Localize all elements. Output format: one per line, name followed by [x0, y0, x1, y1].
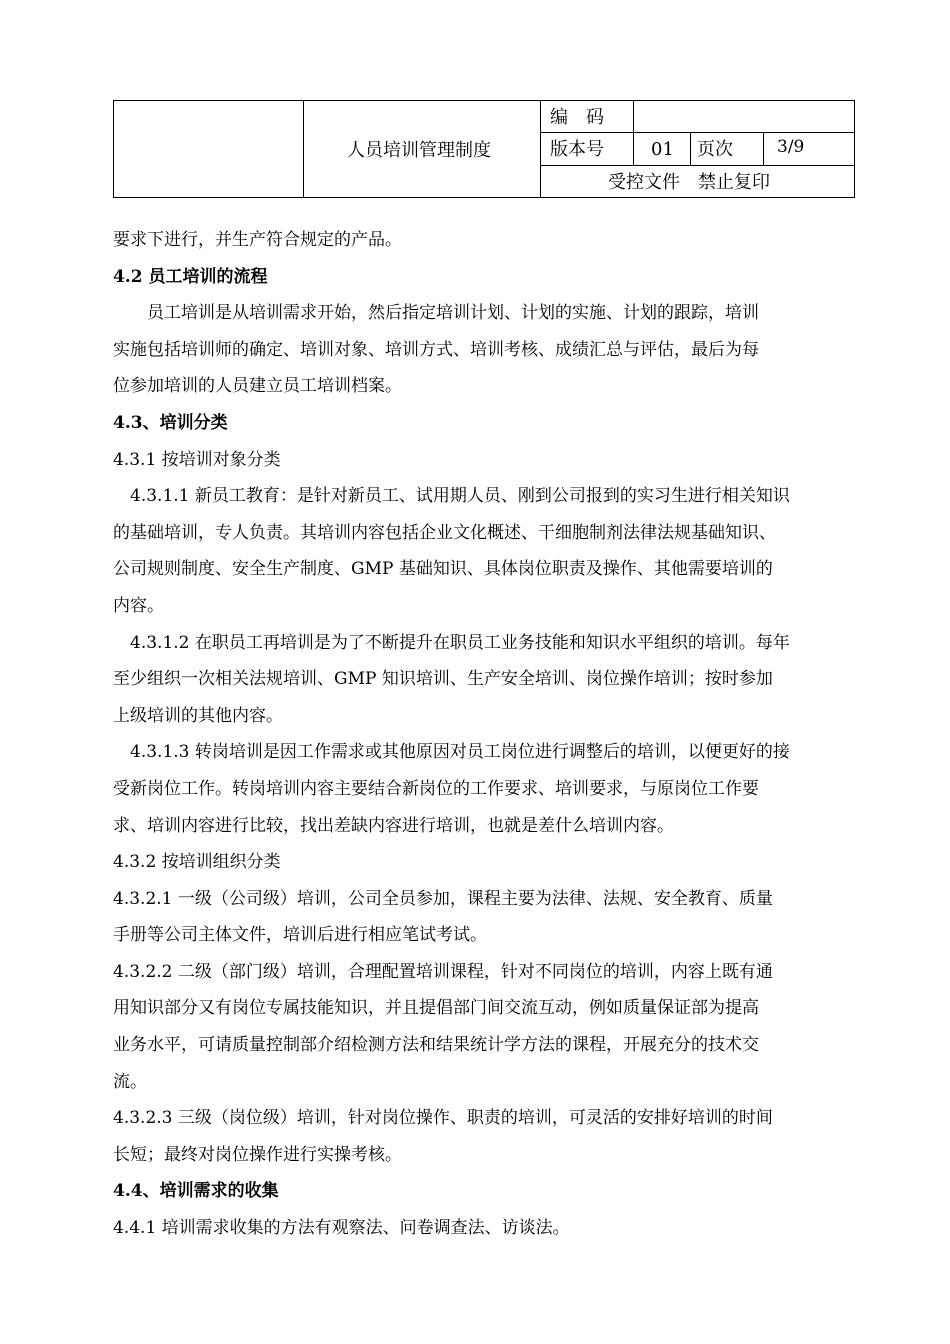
paragraph-line: 的基础培训，专人负责。其培训内容包括企业文化概述、干细胞制剂法律法规基础知识、: [113, 522, 776, 543]
paragraph-line: 员工培训是从培训需求开始，然后指定培训计划、计划的实施、计划的跟踪，培训: [113, 303, 759, 324]
paragraph-line: 用知识部分又有岗位专属技能知识，并且提倡部门间交流互动，例如质量保证部为提高: [113, 998, 759, 1019]
paragraph-line: 4.3.2.1 一级（公司级）培训，公司全员参加，课程主要为法律、法规、安全教育、质量: [113, 888, 773, 909]
paragraph-line: 至少组织一次相关法规培训、GMP 知识培训、生产安全培训、岗位操作培训；按时参加: [113, 669, 773, 690]
document-body: [113, 222, 858, 1247]
paragraph-line: 流。: [113, 1071, 147, 1092]
paragraph-line: 4.4.1 培训需求收集的方法有观察法、问卷调查法、访谈法。: [113, 1218, 570, 1239]
section-heading-4-2: 4.2 员工培训的流程: [113, 266, 268, 287]
paragraph-line: 要求下进行，并生产符合规定的产品。: [113, 230, 402, 250]
logo-cell: [113, 100, 303, 198]
subsection-heading-4-3-1: 4.3.1 按培训对象分类: [113, 449, 281, 470]
paragraph-line: 4.3.1.2 在职员工再培训是为了不断提升在职员工业务技能和知识水平组织的培训。每年: [113, 632, 790, 653]
paragraph-line: 4.3.1.3 转岗培训是因工作需求或其他原因对员工岗位进行调整后的培训，以便更好的接: [113, 742, 790, 763]
code-label: 编 码: [550, 107, 604, 128]
paragraph-line: 长短；最终对岗位操作进行实操考核。: [113, 1144, 402, 1165]
document-header-table: [113, 100, 855, 198]
subsection-heading-4-3-2: 4.3.2 按培训组织分类: [113, 852, 281, 873]
paragraph-line: 公司规则制度、安全生产制度、GMP 基础知识、具体岗位职责及操作、其他需要培训的: [113, 559, 773, 580]
paragraph-line: 业务水平，可请质量控制部介绍检测方法和结果统计学方法的课程，开展充分的技术交: [113, 1035, 759, 1056]
document-title: 人员培训管理制度: [347, 140, 491, 161]
page-number: 3/9: [777, 137, 805, 157]
paragraph-line: 4.3.2.3 三级（岗位级）培训，针对岗位操作、职责的培训，可灵活的安排好培训的时间: [113, 1108, 773, 1129]
paragraph-line: 上级培训的其他内容。: [113, 705, 283, 726]
paragraph-line: 求、培训内容进行比较，找出差缺内容进行培训，也就是差什么培训内容。: [113, 815, 674, 836]
paragraph-line: 内容。: [113, 595, 164, 616]
paragraph-line: 4.3.2.2 二级（部门级）培训，合理配置培训课程，针对不同岗位的培训，内容上既有通: [113, 961, 773, 982]
version-value: 01: [651, 139, 674, 160]
paragraph-line: 受新岗位工作。转岗培训内容主要结合新岗位的工作要求、培训要求，与原岗位工作要: [113, 778, 759, 799]
paragraph-line: 4.3.1.1 新员工教育：是针对新员工、试用期人员、刚到公司报到的实习生进行相关知识: [113, 486, 790, 507]
paragraph-line: 手册等公司主体文件，培训后进行相应笔试考试。: [113, 925, 487, 946]
paragraph-line: 实施包括培训师的确定、培训对象、培训方式、培训考核、成绩汇总与评估，最后为每: [113, 339, 759, 360]
controlled-notice: 受控文件 禁止复印: [608, 172, 770, 193]
version-label: 版本号: [550, 139, 604, 160]
page-label: 页次: [697, 139, 733, 160]
section-heading-4-4: 4.4、培训需求的收集: [113, 1181, 279, 1202]
paragraph-line: 位参加培训的人员建立员工培训档案。: [113, 376, 402, 397]
section-heading-4-3: 4.3、培训分类: [113, 412, 228, 433]
